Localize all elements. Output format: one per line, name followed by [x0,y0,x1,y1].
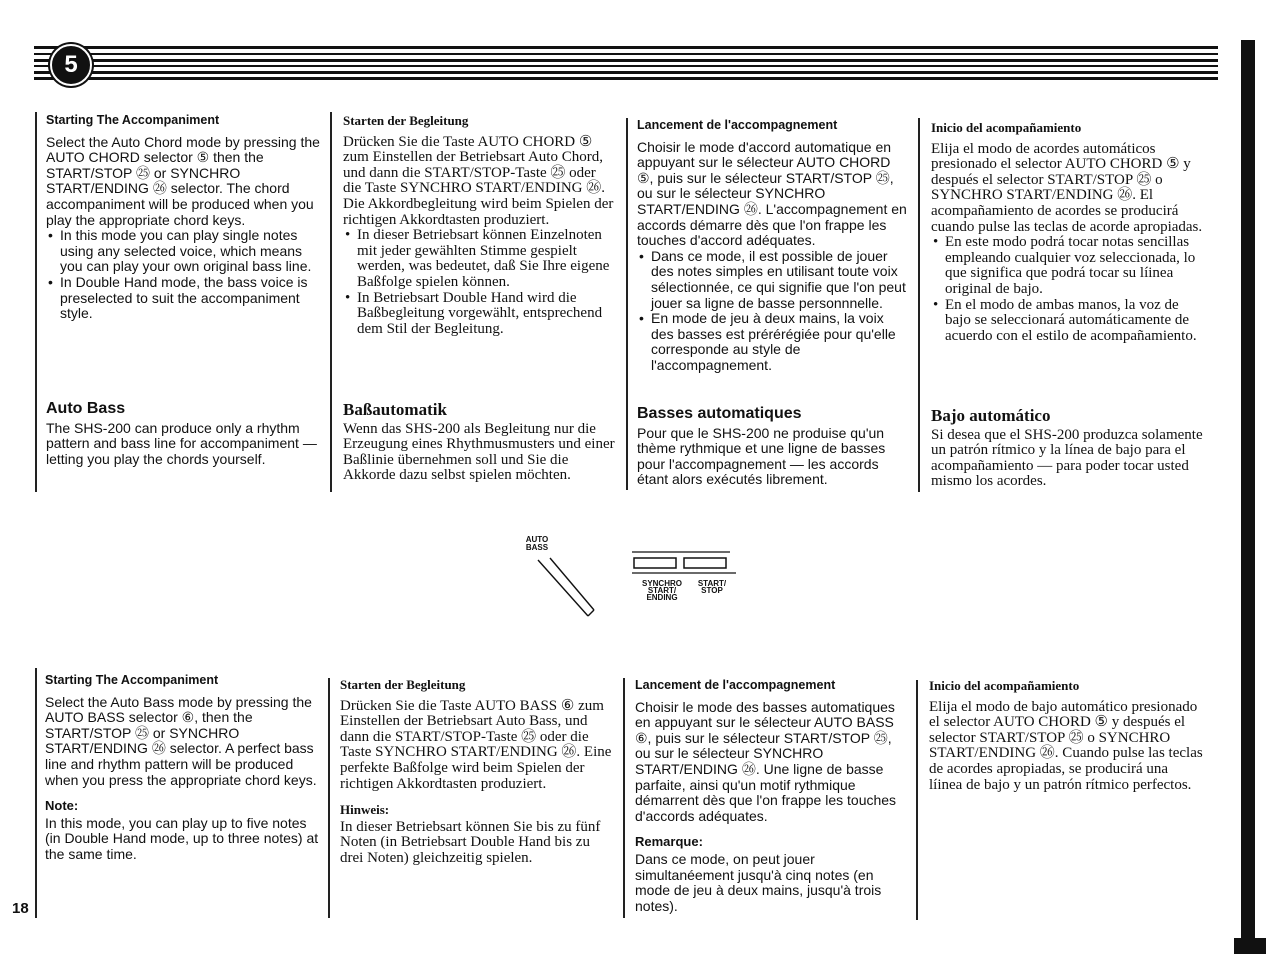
note-title: Note: [45,798,79,814]
panel-buttons-diagram [510,530,750,630]
bullet-item: • En este modo podrá tocar notas sencillas empleando cualquier voz seleccionada, lo que significa que podrá tocar su líinea original de bajo. [931,235,1205,297]
section-heading: Lancement de l'accompagnement [635,678,836,692]
section-title: Baßautomatik [343,400,447,419]
auto-bass-english [45,673,321,863]
auto-bass-intro-english [46,401,322,467]
page-edge-bar [1241,40,1255,940]
section-heading: Starting The Accompaniment [46,113,220,127]
body-text: Drücken Sie die Taste AUTO CHORD ⑤ zum Einstellen der Betriebsart Auto Chord, und dann die START/STOP-Taste ㉕ oder die Taste SYNCHRO START/ENDING ㉖. Die Akkordbegleitung wird beim Spielen der richtigen Akkordtasten produziert. [343,133,614,228]
synchro-label: ENDING [646,593,678,602]
auto-chord-french [637,118,909,374]
section-header-bar [34,46,1218,82]
bullet-item: • In dieser Betriebsart können Einzelnoten mit jeder gewählten Stimme gespielt werden, was bedeutet, daß Sie Ihre eigene Baßfolge spielen können. [343,228,617,290]
body-text: Select the Auto Chord mode by pressing the AUTO CHORD selector ⑤ then the START/STOP ㉕ or SYNCHRO START/ENDING ㉖ selector. The chord accompaniment will be produced when you play the appropriate chord keys. [46,133,320,228]
column-rule [330,112,332,492]
section-heading: Starten der Begleitung [343,113,469,128]
auto-bass-intro-german [343,402,617,484]
auto-bass-spanish [929,678,1203,793]
page-number: 18 [12,900,29,917]
body-text: Si desea que el SHS-200 produzca solamente un patrón rítmico y la línea de bajo para el acompañamiento — para poder tocar usted mismo los acordes. [931,426,1203,490]
body-text: Elija el modo de acordes automáticos presionado el selector AUTO CHORD ⑤ y después el selector START/STOP ㉕ o SYNCHRO START/ENDING ㉖. El acompañamiento de acordes se producirá cuando pulse las teclas de acorde apropiadas. [931,140,1203,235]
section-title: Auto Bass [46,400,126,417]
auto-chord-english [46,113,322,322]
pointer-line [538,560,588,616]
body-text: Wenn das SHS-200 als Begleitung nur die Erzeugung eines Rhythmusmusters und einer Baßlinie übernehmen soll und Sie die Akkorde dazu selbst spielen möchten. [343,420,615,484]
body-text: Select the Auto Bass mode by pressing the AUTO BASS selector ⑥, then the START/STOP ㉕ or SYNCHRO START/ENDING ㉖ selector. A perfect bass line and rhythm pattern will be produced when you press the appropriate chord keys. [45,693,317,788]
bullet-item: • In Betriebsart Double Hand wird die Baßbegleitung vorgewählt, entsprechend dem Stil der Begleitung. [343,291,617,338]
startstop-button-shape [684,558,726,568]
column-rule [916,680,918,920]
bullet-item: • In this mode you can play single notes using any selected voice, which means you can play your own original bass line. [46,228,322,275]
body-text: Elija el modo de bajo automático presionado el selector AUTO CHORD ⑤ y después el selector START/STOP ㉕ o SYNCHRO START/ENDING ㉖. Cuando pulse las teclas de acordes apropiadas, se producirá una líinea de bajo y un patrón rítmico perfectos. [929,698,1203,793]
bullet-list [637,249,909,374]
startstop-label: STOP [701,586,723,595]
section-heading: Inicio del acompañamiento [931,120,1082,135]
note-title: Remarque: [635,834,703,850]
note-title: Hinweis: [340,802,390,818]
column-rule [626,118,628,490]
pointer-line [550,558,594,610]
bullet-item: • En el modo de ambas manos, la voz de bajo se seleccionará automáticamente de acuerdo con el estilo de acompañamiento. [931,298,1205,345]
auto-bass-label: BASS [525,543,549,552]
auto-bass-french [635,678,907,914]
synchro-label: SYNCHRO [641,579,682,588]
section-title: Bajo automático [931,406,1051,425]
section-heading: Starten der Begleitung [340,677,466,692]
note-text: In this mode, you can play up to five notes (in Double Hand mode, up to three notes) at the same time. [45,814,319,862]
column-rule [35,668,37,918]
bullet-list [343,228,617,337]
body-text: Choisir le mode d'accord automatique en appuyant sur le sélecteur AUTO CHORD ⑤, puis sur le sélecteur START/STOP ㉕, ou sur le sélecteur SYNCHRO START/ENDING ㉖. L'accompagnement en accords démarre dès que l'on frappe les touches d'accord adéquates. [637,138,907,249]
pointer-line [588,610,594,616]
section-title: Basses automatiques [637,405,802,422]
column-rule [35,112,37,492]
bullet-item: • Dans ce mode, il est possible de jouer des notes simples en utilisant toute voix sélectionnée, ce qui signifie que l'on peut jouer sa ligne de basse personnnelle. [637,249,909,311]
column-rule [918,118,920,492]
auto-chord-german [343,113,617,337]
section-heading: Inicio del acompañamiento [929,678,1080,693]
auto-bass-intro-french [637,406,909,488]
body-text: The SHS-200 can produce only a rhythm pattern and bass line for accompaniment — letting you play the chords yourself. [46,419,317,467]
section-heading: Starting The Accompaniment [45,673,219,687]
auto-chord-spanish [931,120,1205,344]
section-number-badge: 5 [50,44,92,86]
startstop-label: START/ [697,579,727,588]
body-text: Drücken Sie die Taste AUTO BASS ⑥ zum Einstellen der Betriebsart Auto Bass, und dann die START/STOP-Taste ㉕ oder die Taste SYNCHRO START/ENDING ㉖. Eine perfekte Baßfolge wird beim Spielen der richtigen Akkordtasten produziert. [340,697,612,792]
auto-bass-german [340,677,614,867]
page-edge-base [1234,938,1266,954]
note-text: Dans ce mode, on peut jouer simultanéement jusqu'à cinq notes (en mode de jeu à deux mains, jusqu'à trois notes). [635,850,882,914]
body-text: Choisir le mode des basses automatiques en appuyant sur le sélecteur AUTO BASS ⑥, puis sur le sélecteur START/STOP ㉕, ou sur le sélecteur SYNCHRO START/ENDING ㉖. Une ligne de basse parfaite, ainsi qu'un motif rythmique démarrent dès que l'on frappe les touches d'accords adéquates. [635,698,897,824]
auto-bass-intro-spanish [931,408,1205,490]
auto-bass-label: AUTO [525,535,549,544]
note-text: In dieser Betriebsart können Sie bis zu fünf Noten (in Betriebsart Double Hand bis zu drei Noten) gleichzeitig spielen. [340,818,601,866]
section-heading: Lancement de l'accompagnement [637,118,838,132]
bullet-list [931,235,1205,344]
synchro-label: START/ [647,586,677,595]
column-rule [623,678,625,918]
synchro-button-shape [634,558,676,568]
column-rule [328,678,330,918]
bullet-item: • In Double Hand mode, the bass voice is preselected to suit the accompaniment style. [46,275,322,322]
bullet-item: • En mode de jeu à deux mains, la voix des basses est prérérégiée pour qu'elle corresponde au style de l'accompagnement. [637,311,909,373]
body-text: Pour que le SHS-200 ne produise qu'un thème rythmique et une ligne de basses pour l'accompagnement — les accords étant alors exécutés librement. [637,424,886,488]
bullet-list [46,228,322,322]
